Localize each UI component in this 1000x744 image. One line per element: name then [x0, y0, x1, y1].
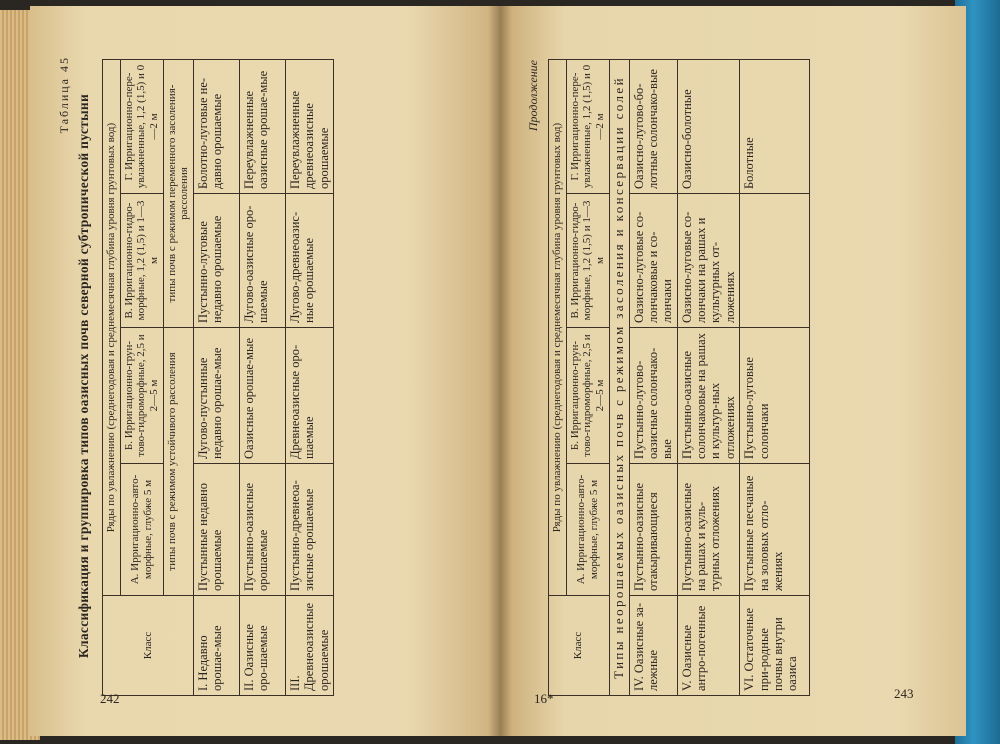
cell-a: Пустынно-оазисные орошаемые — [239, 464, 285, 596]
continuation-label: Продолжение — [526, 60, 540, 132]
header-class: Класс — [549, 596, 610, 696]
cell-b: Пустынно-луговые солончаки — [740, 328, 810, 464]
table-row — [285, 60, 333, 696]
cell-v: Оазисно-луговые со-лончаки на рашах и культурных от-ложениях — [677, 194, 740, 328]
left-page — [30, 6, 500, 736]
signature-mark: 16* — [534, 691, 554, 706]
header-col-g: Г. Ирригационно-пере-увлажненные, 1,2 (1,5) и 0—2 м — [566, 60, 609, 194]
header-stable-regime: типы почв с режимом устойчивого рассоления — [163, 328, 193, 596]
header-col-a: А. Ирригационно-авто-морфные, глубже 5 м — [120, 464, 163, 596]
left-page-content — [57, 46, 500, 696]
header-col-b: Б. Ирригационно-грун-тово-гидроморфные, 2,5 и 2—5 м — [566, 328, 609, 464]
row-class: VI. Остаточные при-родные почвы внутри оазиса — [740, 596, 810, 696]
cell-v: Лугово-оазисные оро-шаемые — [239, 194, 285, 328]
cell-b: Древнеоазисные оро-шаемые — [285, 328, 333, 464]
page-number-left: 242 — [100, 691, 120, 706]
table-row — [629, 60, 677, 696]
row-class: II. Оазисные оро-шаемые — [239, 596, 285, 696]
table-row — [239, 60, 285, 696]
cell-b: Пустынно-лугово-оазисные солончако-вые — [629, 328, 677, 464]
cell-g: Переувлажненные древнеоазисные орошаемые — [285, 60, 333, 194]
row-class: III. Древнеоазисные орошаемые — [285, 596, 333, 696]
cell-v: Лугово-древнеоазис-ные орошаемые — [285, 194, 333, 328]
cell-g: Оазисно-лугово-бо-лотные солончако-вые — [629, 60, 677, 194]
section-title: Типы неорошаемых оазисных почв с режимом засоления и консервации солей — [609, 60, 629, 696]
row-class: IV. Оазисные за-лежные — [629, 596, 677, 696]
cell-b: Пустынно-оазисные солончаковые на рашах и культур-ных отложениях — [677, 328, 740, 464]
cell-v — [740, 194, 810, 328]
right-page-content — [526, 46, 962, 696]
cell-a: Пустынно-древнеоа-зисные орошаемые — [285, 464, 333, 596]
cell-a: Пустынные песчаные на золовых отло-жениях — [740, 464, 810, 596]
table-title: Классификация и группировка типов оазисных почв северной субтропической пустыни — [76, 93, 91, 659]
classification-table-right — [548, 59, 810, 696]
header-col-a: А. Ирригационно-авто-морфные, глубже 5 м — [566, 464, 609, 596]
cell-v: Пустынно-луговые недавно орошаемые — [193, 194, 239, 328]
header-variable-regime: типы почв с режимом переменного засоления-рассоления — [163, 60, 193, 328]
cell-g: Болотные — [740, 60, 810, 194]
header-rows-group: Ряды по увлажнению (среднегодовая и среднемесячная глубина уровня грунтовых вод) — [549, 60, 567, 596]
header-col-b: Б. Ирригационно-грун-тово-гидроморфные, 2,5 и 2—5 м — [120, 328, 163, 464]
cell-a: Пустынно-оазисные отакыривающиеся — [629, 464, 677, 596]
header-rows-group: Ряды по увлажнению (среднегодовая и среднемесячная глубина уровня грунтовых вод) — [103, 60, 121, 596]
page-number-right: 243 — [894, 686, 914, 701]
table-number: Таблица 45 — [57, 56, 71, 134]
right-page — [500, 6, 966, 736]
classification-table-left — [102, 59, 334, 696]
cell-a: Пустынно-оазисные на рашах и куль-турных отложениях — [677, 464, 740, 596]
header-class: Класс — [103, 596, 194, 696]
cell-g: Оазисно-болотные — [677, 60, 740, 194]
cell-a: Пустынные недавно орошаемые — [193, 464, 239, 596]
cell-g: Переувлажненные оазисные орошае-мые — [239, 60, 285, 194]
row-class: V. Оазисные антро-погенные — [677, 596, 740, 696]
cell-b: Оазисные орошае-мые — [239, 328, 285, 464]
row-class: I. Недавно орошае-мые — [193, 596, 239, 696]
header-col-v: В. Ирригационно-гидро-морфные, 1,2 (1,5) и 1—3 м — [120, 194, 163, 328]
table-row — [740, 60, 810, 696]
table-row — [193, 60, 239, 696]
table-row — [677, 60, 740, 696]
cell-g: Болотно-луговые не-давно орошаемые — [193, 60, 239, 194]
header-col-g: Г. Ирригационно-пере-увлажненные, 1,2 (1,5) и 0—2 м — [120, 60, 163, 194]
header-col-v: В. Ирригационно-гидро-морфные, 1,2 (1,5) и 1—3 м — [566, 194, 609, 328]
cell-b: Лугово-пустынные недавно орошае-мые — [193, 328, 239, 464]
book-gutter — [488, 6, 512, 736]
cell-v: Оазисно-луговые со-лончаковые и со-лончаки — [629, 194, 677, 328]
